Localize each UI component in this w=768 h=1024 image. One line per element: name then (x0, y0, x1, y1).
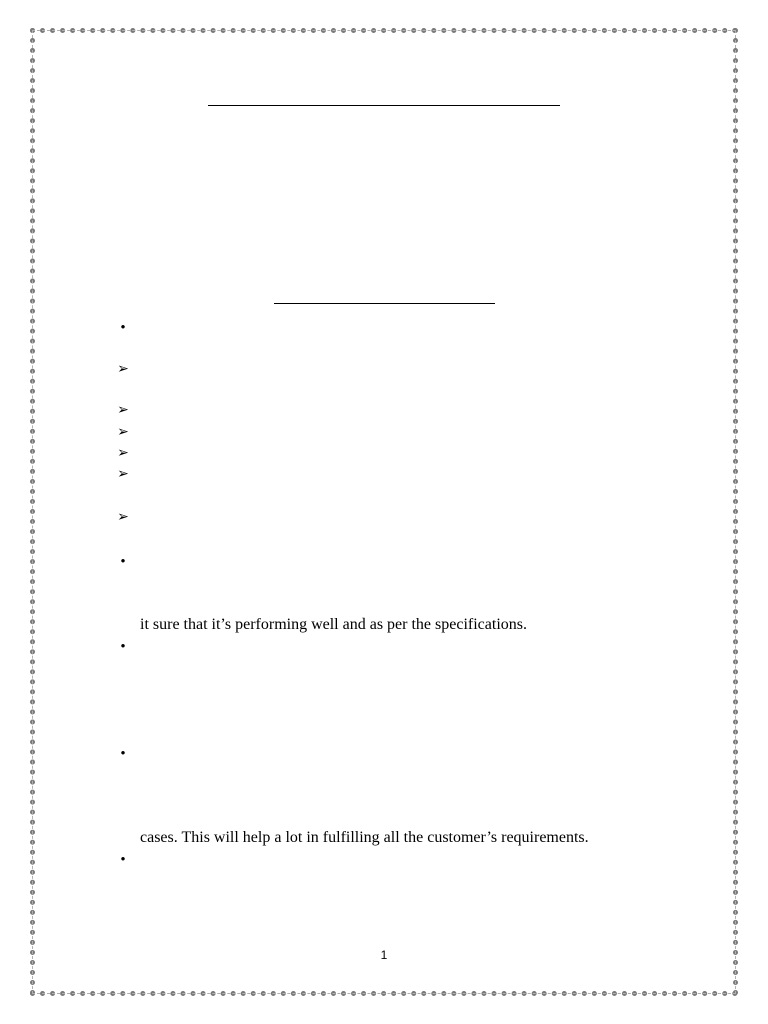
bullet-arrow: ➢ (117, 424, 129, 440)
bullet-disc: • (120, 554, 126, 570)
bullet-disc: • (120, 639, 126, 655)
bullet-disc: • (120, 746, 126, 762)
bullet-arrow: ➢ (117, 466, 129, 482)
page-border (30, 28, 738, 996)
paragraph-line: it sure that it’s performing well and as per the specifications. (140, 616, 527, 633)
page-number: 1 (380, 948, 388, 962)
bullet-disc: • (120, 320, 126, 336)
heading-underline (274, 303, 495, 304)
bullet-disc: • (120, 852, 126, 868)
bullet-arrow: ➢ (117, 509, 129, 525)
paragraph-line: cases. This will help a lot in fulfilling all the customer’s requirements. (140, 829, 589, 846)
bullet-arrow: ➢ (117, 445, 129, 461)
bullet-arrow: ➢ (117, 402, 129, 418)
title-underline (208, 105, 560, 106)
bullet-arrow: ➢ (117, 361, 129, 377)
